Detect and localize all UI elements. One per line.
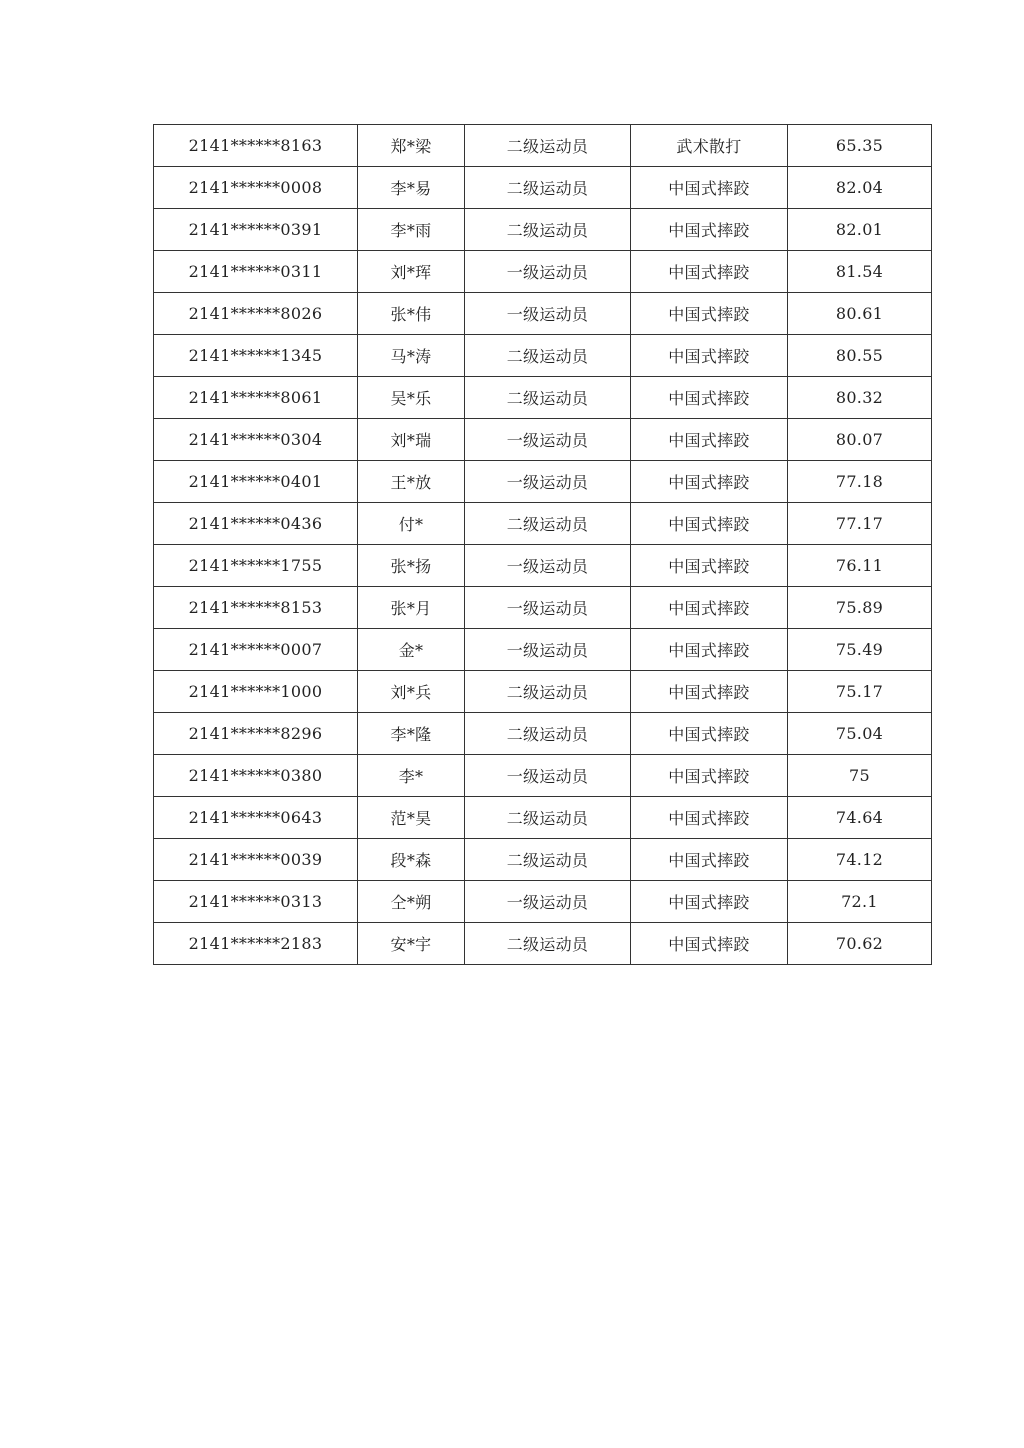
candidate-id-cell: 2141******0436 bbox=[154, 503, 358, 545]
event-cell: 中国式摔跤 bbox=[631, 587, 788, 629]
event-cell: 中国式摔跤 bbox=[631, 335, 788, 377]
athlete-name-cell: 刘*兵 bbox=[358, 671, 465, 713]
candidate-id-cell: 2141******0008 bbox=[154, 167, 358, 209]
athlete-level-cell: 一级运动员 bbox=[465, 293, 631, 335]
athlete-name-cell: 仝*朔 bbox=[358, 881, 465, 923]
athlete-level-cell: 一级运动员 bbox=[465, 629, 631, 671]
event-cell: 中国式摔跤 bbox=[631, 755, 788, 797]
athlete-name-cell: 张*伟 bbox=[358, 293, 465, 335]
score-cell: 82.04 bbox=[788, 167, 932, 209]
candidate-id-cell: 2141******0643 bbox=[154, 797, 358, 839]
event-cell: 中国式摔跤 bbox=[631, 377, 788, 419]
athlete-level-cell: 一级运动员 bbox=[465, 461, 631, 503]
candidate-id-cell: 2141******1000 bbox=[154, 671, 358, 713]
event-cell: 中国式摔跤 bbox=[631, 881, 788, 923]
score-cell: 77.18 bbox=[788, 461, 932, 503]
athlete-level-cell: 二级运动员 bbox=[465, 839, 631, 881]
score-cell: 80.61 bbox=[788, 293, 932, 335]
athlete-name-cell: 范*昊 bbox=[358, 797, 465, 839]
score-cell: 82.01 bbox=[788, 209, 932, 251]
score-cell: 75.17 bbox=[788, 671, 932, 713]
athlete-name-cell: 李* bbox=[358, 755, 465, 797]
event-cell: 中国式摔跤 bbox=[631, 293, 788, 335]
score-cell: 65.35 bbox=[788, 125, 932, 167]
table-row bbox=[154, 377, 932, 419]
athlete-level-cell: 二级运动员 bbox=[465, 671, 631, 713]
candidate-id-cell: 2141******0313 bbox=[154, 881, 358, 923]
athlete-level-cell: 一级运动员 bbox=[465, 251, 631, 293]
athlete-level-cell: 二级运动员 bbox=[465, 209, 631, 251]
table-row bbox=[154, 251, 932, 293]
event-cell: 中国式摔跤 bbox=[631, 503, 788, 545]
athlete-level-cell: 二级运动员 bbox=[465, 923, 631, 965]
score-cell: 72.1 bbox=[788, 881, 932, 923]
candidate-id-cell: 2141******0039 bbox=[154, 839, 358, 881]
athlete-score-table bbox=[153, 124, 932, 965]
table-row bbox=[154, 923, 932, 965]
athlete-name-cell: 马*涛 bbox=[358, 335, 465, 377]
score-cell: 75.49 bbox=[788, 629, 932, 671]
athlete-name-cell: 段*森 bbox=[358, 839, 465, 881]
athlete-name-cell: 王*放 bbox=[358, 461, 465, 503]
table-row bbox=[154, 545, 932, 587]
table-row bbox=[154, 335, 932, 377]
event-cell: 中国式摔跤 bbox=[631, 671, 788, 713]
score-cell: 81.54 bbox=[788, 251, 932, 293]
table-row bbox=[154, 755, 932, 797]
athlete-name-cell: 李*隆 bbox=[358, 713, 465, 755]
event-cell: 中国式摔跤 bbox=[631, 251, 788, 293]
athlete-level-cell: 二级运动员 bbox=[465, 377, 631, 419]
table-row bbox=[154, 503, 932, 545]
event-cell: 中国式摔跤 bbox=[631, 839, 788, 881]
athlete-level-cell: 一级运动员 bbox=[465, 419, 631, 461]
table-row bbox=[154, 839, 932, 881]
athlete-name-cell: 付* bbox=[358, 503, 465, 545]
athlete-level-cell: 一级运动员 bbox=[465, 881, 631, 923]
athlete-level-cell: 二级运动员 bbox=[465, 125, 631, 167]
event-cell: 中国式摔跤 bbox=[631, 923, 788, 965]
table-row bbox=[154, 587, 932, 629]
event-cell: 中国式摔跤 bbox=[631, 419, 788, 461]
candidate-id-cell: 2141******0401 bbox=[154, 461, 358, 503]
score-cell: 70.62 bbox=[788, 923, 932, 965]
athlete-name-cell: 刘*珲 bbox=[358, 251, 465, 293]
athlete-level-cell: 二级运动员 bbox=[465, 797, 631, 839]
candidate-id-cell: 2141******1345 bbox=[154, 335, 358, 377]
score-cell: 75.04 bbox=[788, 713, 932, 755]
score-cell: 77.17 bbox=[788, 503, 932, 545]
table-row bbox=[154, 125, 932, 167]
candidate-id-cell: 2141******8026 bbox=[154, 293, 358, 335]
candidate-id-cell: 2141******0380 bbox=[154, 755, 358, 797]
athlete-name-cell: 李*雨 bbox=[358, 209, 465, 251]
athlete-level-cell: 二级运动员 bbox=[465, 713, 631, 755]
candidate-id-cell: 2141******0311 bbox=[154, 251, 358, 293]
score-cell: 75.89 bbox=[788, 587, 932, 629]
candidate-id-cell: 2141******1755 bbox=[154, 545, 358, 587]
event-cell: 武术散打 bbox=[631, 125, 788, 167]
candidate-id-cell: 2141******8163 bbox=[154, 125, 358, 167]
candidate-id-cell: 2141******0304 bbox=[154, 419, 358, 461]
event-cell: 中国式摔跤 bbox=[631, 545, 788, 587]
athlete-name-cell: 李*易 bbox=[358, 167, 465, 209]
athlete-level-cell: 二级运动员 bbox=[465, 335, 631, 377]
event-cell: 中国式摔跤 bbox=[631, 713, 788, 755]
candidate-id-cell: 2141******2183 bbox=[154, 923, 358, 965]
athlete-name-cell: 张*月 bbox=[358, 587, 465, 629]
athlete-level-cell: 一级运动员 bbox=[465, 587, 631, 629]
score-cell: 74.12 bbox=[788, 839, 932, 881]
event-cell: 中国式摔跤 bbox=[631, 461, 788, 503]
score-cell: 80.55 bbox=[788, 335, 932, 377]
event-cell: 中国式摔跤 bbox=[631, 629, 788, 671]
candidate-id-cell: 2141******8061 bbox=[154, 377, 358, 419]
athlete-level-cell: 二级运动员 bbox=[465, 503, 631, 545]
event-cell: 中国式摔跤 bbox=[631, 167, 788, 209]
athlete-name-cell: 金* bbox=[358, 629, 465, 671]
score-cell: 80.32 bbox=[788, 377, 932, 419]
athlete-name-cell: 吴*乐 bbox=[358, 377, 465, 419]
table-body bbox=[154, 125, 932, 965]
table-row bbox=[154, 293, 932, 335]
athlete-level-cell: 一级运动员 bbox=[465, 755, 631, 797]
candidate-id-cell: 2141******8153 bbox=[154, 587, 358, 629]
athlete-name-cell: 安*宇 bbox=[358, 923, 465, 965]
score-cell: 76.11 bbox=[788, 545, 932, 587]
table-row bbox=[154, 713, 932, 755]
table-row bbox=[154, 881, 932, 923]
table-row bbox=[154, 629, 932, 671]
candidate-id-cell: 2141******0391 bbox=[154, 209, 358, 251]
score-cell: 80.07 bbox=[788, 419, 932, 461]
candidate-id-cell: 2141******8296 bbox=[154, 713, 358, 755]
table-row bbox=[154, 167, 932, 209]
table-row bbox=[154, 461, 932, 503]
athlete-name-cell: 刘*瑞 bbox=[358, 419, 465, 461]
table-row bbox=[154, 419, 932, 461]
table-row bbox=[154, 797, 932, 839]
athlete-level-cell: 二级运动员 bbox=[465, 167, 631, 209]
athlete-name-cell: 张*扬 bbox=[358, 545, 465, 587]
event-cell: 中国式摔跤 bbox=[631, 797, 788, 839]
candidate-id-cell: 2141******0007 bbox=[154, 629, 358, 671]
table-row bbox=[154, 671, 932, 713]
table-row bbox=[154, 209, 932, 251]
score-cell: 74.64 bbox=[788, 797, 932, 839]
athlete-name-cell: 郑*梁 bbox=[358, 125, 465, 167]
score-cell: 75 bbox=[788, 755, 932, 797]
athlete-level-cell: 一级运动员 bbox=[465, 545, 631, 587]
event-cell: 中国式摔跤 bbox=[631, 209, 788, 251]
